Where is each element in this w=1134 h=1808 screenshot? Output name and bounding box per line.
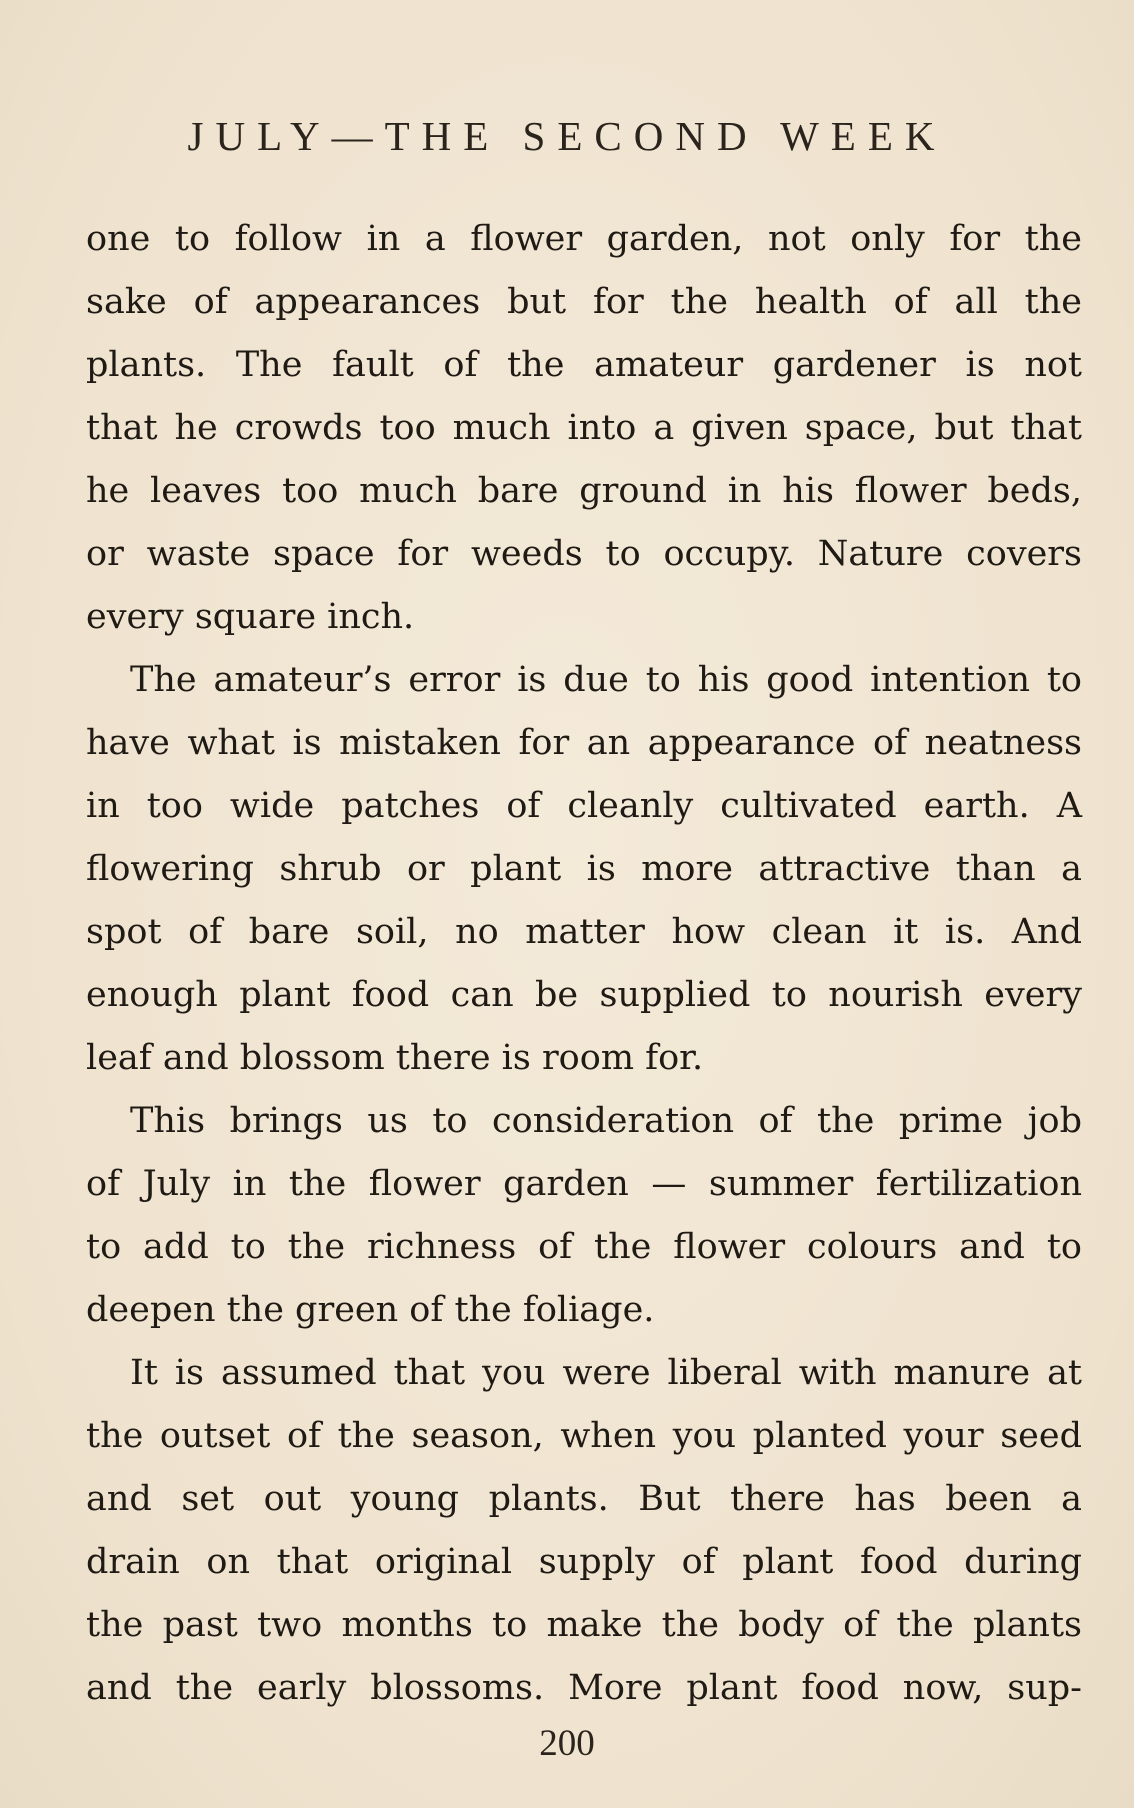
text-line: he leaves too much bare ground in his flower beds, [86,471,1082,511]
text-line: in too wide patches of cleanly cultivated earth. A [86,786,1082,826]
text-line: sake of appearances but for the health of all the [86,282,1082,322]
text-line: It is assumed that you were liberal with manure at [130,1353,1082,1393]
text-line: of July in the flower garden — summer fertilization [86,1164,1082,1204]
text-line: or waste space for weeds to occupy. Nature covers [86,534,1082,574]
text-line: plants. The fault of the amateur gardener is not [86,345,1082,385]
text-line: spot of bare soil, no matter how clean it is. And [86,912,1082,952]
text-line: and the early blossoms. More plant food now, sup- [86,1668,1082,1708]
text-line: and set out young plants. But there has been a [86,1479,1082,1519]
text-line: every square inch. [86,597,415,637]
text-line: that he crowds too much into a given space, but that [86,408,1082,448]
text-line: flowering shrub or plant is more attractive than a [86,849,1082,889]
text-line: deepen the green of the foliage. [86,1290,655,1330]
text-line: one to follow in a flower garden, not only for the [86,219,1082,259]
text-line: This brings us to consideration of the prime job [130,1101,1082,1141]
text-line: the outset of the season, when you planted your seed [86,1416,1082,1456]
text-line: drain on that original supply of plant food during [86,1542,1082,1582]
text-line: the past two months to make the body of the plants [86,1605,1082,1645]
page-number: 200 [539,1723,595,1764]
text-line: enough plant food can be supplied to nourish every [86,975,1082,1015]
text-line: The amateur’s error is due to his good intention to [130,660,1082,700]
text-line: to add to the richness of the flower colours and to [86,1227,1082,1267]
body-text [86,208,1082,1720]
text-line: have what is mistaken for an appearance of neatness [86,723,1082,763]
text-line: leaf and blossom there is room for. [86,1038,704,1078]
running-head: JULY—THE SECOND WEEK [187,113,947,159]
